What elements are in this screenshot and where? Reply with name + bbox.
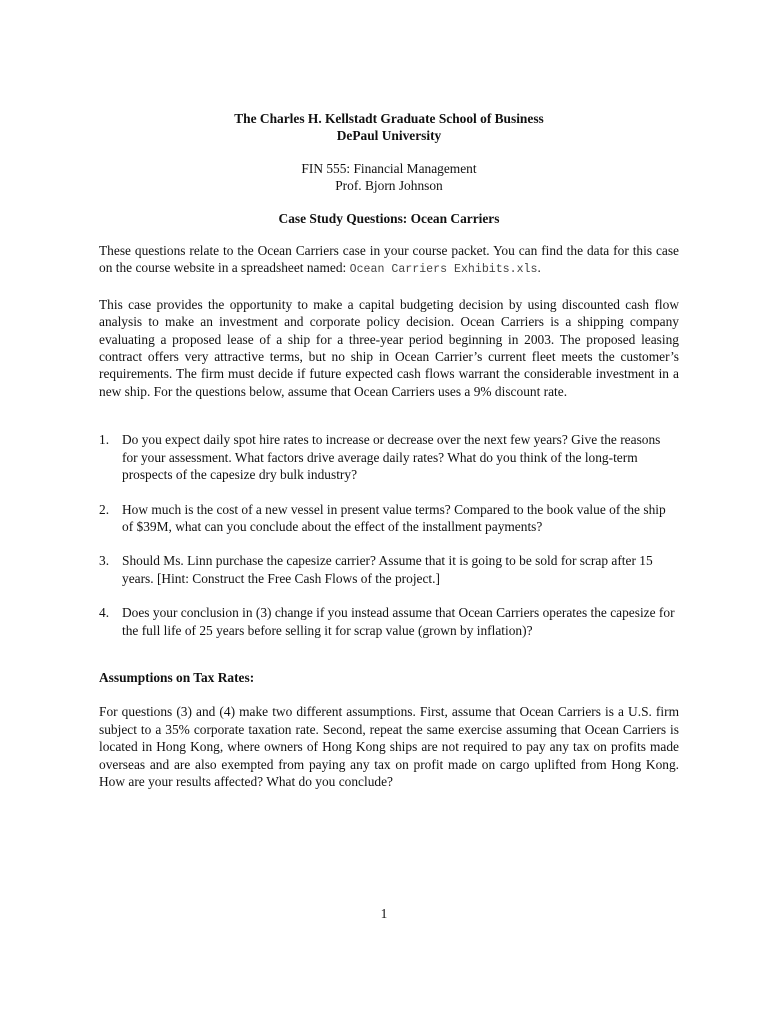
question-number: 2. xyxy=(99,501,110,517)
question-item xyxy=(99,604,679,639)
document-title: Case Study Questions: Ocean Carriers xyxy=(278,210,500,226)
question-list xyxy=(99,431,679,639)
question-item xyxy=(99,552,679,587)
school-name: The Charles H. Kellstadt Graduate School of Business xyxy=(234,111,544,126)
tax-paragraph: For questions (3) and (4) make two different assumptions. First, assume that Ocean Carriers is a U.S. firm subject to a 35% corporate taxation rate. Second, repeat the same exercise assuming that Ocean Carriers is located in Hong Kong, where owners of Hong Kong ships are not required to pay any tax on profits made overseas and are also exempted from paying any tax on profit made on cargo uplifted from Hong Kong. How are your results affected? What do you conclude? xyxy=(99,704,679,789)
question-text: Does your conclusion in (3) change if you instead assume that Ocean Carriers operates the capesize for the full life of 25 years before selling it for scrap value (grown by inflation)? xyxy=(122,605,675,638)
tax-section-heading: Assumptions on Tax Rates: xyxy=(99,669,255,685)
document-page xyxy=(99,110,679,790)
question-text: Do you expect daily spot hire rates to increase or decrease over the next few years? Give the reasons for your assessment. What factors drive average daily rates? What do you think of the long-term prospects of the capesize dry bulk industry? xyxy=(122,432,661,483)
question-item xyxy=(99,431,679,483)
question-text: How much is the cost of a new vessel in present value terms? Compared to the book value of the ship of $39M, what can you conclude about the effect of the installment payments? xyxy=(122,501,666,534)
intro-end: . xyxy=(537,260,541,276)
question-text: Should Ms. Linn purchase the capesize carrier? Assume that it is going to be sold for scrap after 15 years. [Hint: Construct the Free Cash Flows of the project.] xyxy=(122,553,653,586)
intro-text: These questions relate to the Ocean Carriers case in your course packet. You can find the data for this case on the course website in a spreadsheet named: xyxy=(99,243,679,276)
page-number: 1 xyxy=(380,906,388,921)
question-number: 4. xyxy=(99,605,110,621)
spreadsheet-filename: Ocean Carriers Exhibits.xls xyxy=(349,263,538,277)
question-number: 1. xyxy=(99,432,110,448)
professor-name: Prof. Bjorn Johnson xyxy=(335,178,443,194)
question-number: 3. xyxy=(99,553,110,569)
course-name: FIN 555: Financial Management xyxy=(301,160,477,176)
intro-paragraph xyxy=(99,242,679,279)
question-item xyxy=(99,501,679,536)
university-name: DePaul University xyxy=(336,128,442,144)
overview-paragraph: This case provides the opportunity to make a capital budgeting decision by using discounted cash flow analysis to make an investment and corporate policy decision. Ocean Carriers is a shipping company evaluating a proposed lease of a ship for a three-year period beginning in 2003. The proposed leasing contract offers very attractive terms, but no ship in Ocean Carrier’s current fleet meets the customer’s requirements. The firm must decide if future expected cash flows warrant the considerable investment in a new ship. For the questions below, assume that Ocean Carriers uses a 9% discount rate. xyxy=(99,296,679,399)
